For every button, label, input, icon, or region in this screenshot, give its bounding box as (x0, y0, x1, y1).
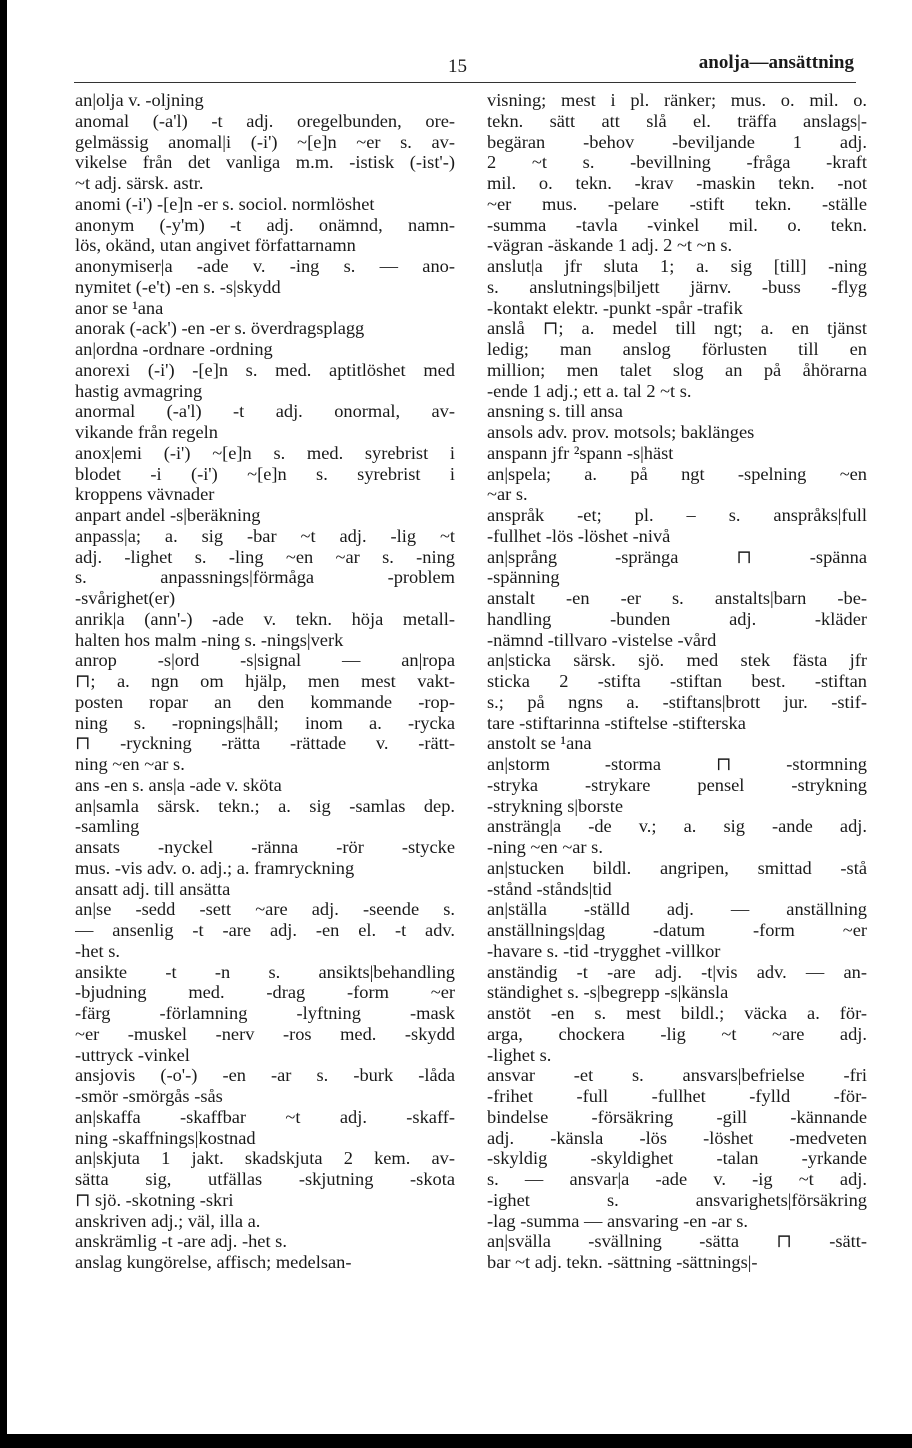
dictionary-line: ⊓ -ryckning -rätta -rättade v. -rätt- (75, 733, 455, 754)
dictionary-line: -ning ~en ~ar s. (487, 837, 603, 857)
dictionary-line: an|svälla -svällning -sätta ⊓ -sätt- (487, 1231, 867, 1252)
dictionary-line: adj. -känsla -lös -löshet -medveten (487, 1127, 867, 1148)
page-number: 15 (448, 56, 467, 77)
dictionary-line: gelmässig anomal|i (-i') ~[e]n ~er s. av- (75, 131, 455, 152)
dictionary-line: -lag -summa — ansvaring -en -ar s. (487, 1210, 748, 1231)
dictionary-line: ansikte -t -n s. ansikts|behandling (75, 961, 455, 982)
dictionary-line: ~t adj. särsk. astr. (75, 173, 204, 193)
dictionary-line: hastig avmagring (75, 380, 203, 401)
dictionary-line: ning ~en ~ar s. (75, 754, 185, 774)
dictionary-line: an|ordna -ordnare -ordning (75, 339, 273, 359)
dictionary-line: -kontakt elektr. -punkt -spår -trafik (487, 297, 743, 318)
right-column (487, 90, 867, 1273)
dictionary-line: mus. -vis adv. o. adj.; a. framryckning (75, 857, 355, 878)
dictionary-line: bar ~t adj. tekn. -sättning -sättnings|- (487, 1252, 758, 1272)
dictionary-line: ledig; man anslog förlusten till en (487, 339, 867, 359)
dictionary-line: -ighet s. ansvarighets|försäkring (487, 1189, 867, 1210)
dictionary-line: vikelse från det vanliga m.m. -istisk (-ist'-) (75, 152, 455, 173)
dictionary-line: -bjudning med. -drag -form ~er (75, 982, 455, 1003)
dictionary-line: -summa -tavla -vinkel mil. o. tekn. (487, 214, 867, 235)
dictionary-line: ansjovis (-o'-) -en -ar s. -burk -låda (75, 1065, 455, 1086)
dictionary-line: sticka 2 -stifta -stiftan best. -stiftan (487, 671, 867, 691)
dictionary-line: -strykning s|borste (487, 795, 623, 816)
dictionary-line: -het s. (75, 940, 120, 961)
dictionary-line: nymitet (-e't) -en s. -s|skydd (75, 276, 281, 297)
header-rule (74, 82, 856, 83)
dictionary-line: anspann jfr ²spann -s|häst (487, 442, 674, 463)
dictionary-line: vikande från regeln (75, 422, 218, 442)
dictionary-line: -stryka -strykare pensel -strykning (487, 774, 867, 795)
dictionary-line: blodet -i (-i') ~[e]n s. syrebrist i (75, 463, 455, 484)
dictionary-line: bindelse -försäkring -gill -kännande (487, 1106, 867, 1127)
dictionary-line: anomal (-a'l) -t adj. oregelbunden, ore- (75, 110, 455, 131)
dictionary-line: adj. -lighet s. -ling ~en ~ar s. -ning (75, 546, 455, 567)
dictionary-line: s. anslutnings|biljett järnv. -buss -flyg (487, 276, 867, 297)
dictionary-line: anpart andel -s|beräkning (75, 505, 261, 525)
dictionary-line: ⊓ sjö. -skotning -skri (75, 1189, 234, 1210)
dictionary-line: anskrämlig -t -are adj. -het s. (75, 1231, 287, 1252)
dictionary-line: anrik|a (ann'-) -ade v. tekn. höja metall- (75, 608, 455, 629)
dictionary-line: ning -skaffnings|kostnad (75, 1127, 256, 1148)
dictionary-line: halten hos malm -ning s. -nings|verk (75, 629, 344, 650)
dictionary-line: anstöt -en s. mest bildl.; väcka a. för- (487, 1003, 867, 1023)
dictionary-line: -smör -smörgås -sås (75, 1086, 223, 1106)
dictionary-line: -vägran -äskande 1 adj. 2 ~t ~n s. (487, 235, 733, 256)
dictionary-line: anrop -s|ord -s|signal — an|ropa (75, 650, 455, 671)
dictionary-line: -havare s. -tid -trygghet -villkor (487, 940, 721, 961)
dictionary-line: ~ar s. (487, 484, 528, 505)
dictionary-line: -lighet s. (487, 1044, 552, 1065)
dictionary-line: -fullhet -lös -löshet -nivå (487, 525, 671, 546)
dictionary-line: anormal (-a'l) -t adj. onormal, av- (75, 401, 455, 422)
dictionary-line: an|språng -spränga ⊓ -spänna (487, 546, 867, 567)
scan-left-edge (0, 0, 7, 1448)
dictionary-line: ⊓; a. ngn om hjälp, men mest vakt- (75, 671, 455, 691)
dictionary-line: anslut|a jfr sluta 1; a. sig [till] -ning (487, 256, 867, 276)
dictionary-line: an|skaffa -skaffbar ~t adj. -skaff- (75, 1106, 455, 1127)
dictionary-line: anslag kungörelse, affisch; medelsan- (75, 1252, 352, 1272)
dictionary-line: tekn. sätt att slå el. träffa anslags|- (487, 110, 867, 131)
dictionary-line: ~er -muskel -nerv -ros med. -skydd (75, 1023, 455, 1044)
dictionary-line: -skyldig -skyldighet -talan -yrkande (487, 1148, 867, 1169)
dictionary-line: anständig -t -are adj. -t|vis adv. — an- (487, 961, 867, 982)
dictionary-line: anspråk -et; pl. – s. anspråks|full (487, 505, 867, 525)
dictionary-line: anox|emi (-i') ~[e]n s. med. syrebrist i (75, 442, 455, 463)
dictionary-line: begäran -behov -beviljande 1 adj. (487, 131, 867, 152)
dictionary-line: anonymiser|a -ade v. -ing s. — ano- (75, 256, 455, 276)
dictionary-line: handling -bunden adj. -kläder (487, 608, 867, 629)
dictionary-line: anomi (-i') -[e]n -er s. sociol. normlöshet (75, 193, 375, 214)
dictionary-line: anskriven adj.; väl, illa a. (75, 1210, 261, 1231)
dictionary-line: s. anpassnings|förmåga -problem (75, 567, 455, 588)
dictionary-line: s. — ansvar|a -ade v. -ig ~t adj. (487, 1169, 867, 1189)
dictionary-line: an|storm -storma ⊓ -stormning (487, 754, 867, 774)
dictionary-line: anorexi (-i') -[e]n s. med. aptitlöshet med (75, 359, 455, 380)
dictionary-line: ning s. -ropnings|håll; inom a. -rycka (75, 712, 455, 733)
dictionary-line: anpass|a; a. sig -bar ~t adj. -lig ~t (75, 525, 455, 546)
dictionary-line: -samling (75, 816, 140, 837)
dictionary-line: ansatt adj. till ansätta (75, 878, 231, 899)
left-column (75, 90, 455, 1273)
dictionary-line: ständighet s. -s|begrepp -s|känsla (487, 982, 729, 1003)
dictionary-line: posten ropar an den kommande -rop- (75, 691, 455, 712)
dictionary-line: an|spela; a. på ngt -spelning ~en (487, 463, 867, 484)
dictionary-line: -färg -förlamning -lyftning -mask (75, 1003, 455, 1023)
dictionary-line: — ansenlig -t -are adj. -en el. -t adv. (75, 920, 455, 940)
dictionary-line: -ende 1 adj.; ett a. tal 2 ~t s. (487, 380, 692, 401)
dictionary-line: anstolt se ¹ana (487, 733, 592, 754)
dictionary-line: anorak (-ack') -en -er s. överdragsplagg (75, 318, 365, 339)
dictionary-line: s.; på ngns a. -stiftans|brott jur. -stif- (487, 691, 867, 712)
dictionary-line: ansträng|a -de v.; a. sig -ande adj. (487, 816, 867, 837)
scan-bottom-edge (0, 1434, 912, 1448)
dictionary-line: an|skjuta 1 jakt. skadskjuta 2 kem. av- (75, 1148, 455, 1169)
dictionary-line: lös, okänd, utan angivet författarnamn (75, 235, 356, 256)
dictionary-line: ansols adv. prov. motsols; baklänges (487, 422, 755, 442)
dictionary-line: anstalt -en -er s. anstalts|barn -be- (487, 588, 867, 608)
dictionary-line: 2 ~t s. -bevillning -fråga -kraft (487, 152, 867, 173)
dictionary-line: anslå ⊓; a. medel till ngt; a. en tjänst (487, 318, 867, 339)
dictionary-line: ans -en s. ans|a -ade v. sköta (75, 774, 282, 795)
dictionary-line: -nämnd -tillvaro -vistelse -vård (487, 629, 717, 650)
dictionary-line: an|ställa -ställd adj. — anställning (487, 899, 867, 920)
dictionary-line: ansning s. till ansa (487, 401, 623, 422)
dictionary-line: kroppens vävnader (75, 484, 215, 505)
dictionary-line: an|se -sedd -sett ~are adj. -seende s. (75, 899, 455, 920)
dictionary-line: visning; mest i pl. ränker; mus. o. mil. o. (487, 90, 867, 110)
dictionary-line: tare -stiftarinna -stiftelse -stifterska (487, 712, 746, 733)
dictionary-line: -frihet -full -fullhet -fylld -för- (487, 1086, 867, 1106)
dictionary-line: -uttryck -vinkel (75, 1044, 190, 1065)
dictionary-line: an|samla särsk. tekn.; a. sig -samlas dep. (75, 795, 455, 816)
dictionary-line: arga, chockera -lig ~t ~are adj. (487, 1023, 867, 1044)
dictionary-line: ansats -nyckel -ränna -rör -stycke (75, 837, 455, 857)
dictionary-line: anor se ¹ana (75, 297, 164, 318)
dictionary-line: an|sticka särsk. sjö. med stek fästa jfr (487, 650, 867, 671)
dictionary-line: anställnings|dag -datum -form ~er (487, 920, 867, 940)
running-head: anolja—ansättning (698, 52, 854, 73)
dictionary-line: anonym (-y'm) -t adj. onämnd, namn- (75, 214, 455, 235)
dictionary-line: million; men talet slog an på åhörarna (487, 359, 867, 380)
dictionary-line: -stånd -stånds|tid (487, 878, 612, 899)
dictionary-line: an|stucken bildl. angripen, smittad -stå (487, 857, 867, 878)
dictionary-line: -spänning (487, 567, 560, 588)
dictionary-line: ~er mus. -pelare -stift tekn. -ställe (487, 193, 867, 214)
dictionary-line: sätta sig, utfällas -skjutning -skota (75, 1169, 455, 1189)
dictionary-line: an|olja v. -oljning (75, 90, 204, 110)
dictionary-line: -svårighet(er) (75, 588, 176, 608)
dictionary-line: ansvar -et s. ansvars|befrielse -fri (487, 1065, 867, 1086)
dictionary-line: mil. o. tekn. -krav -maskin tekn. -not (487, 173, 867, 193)
